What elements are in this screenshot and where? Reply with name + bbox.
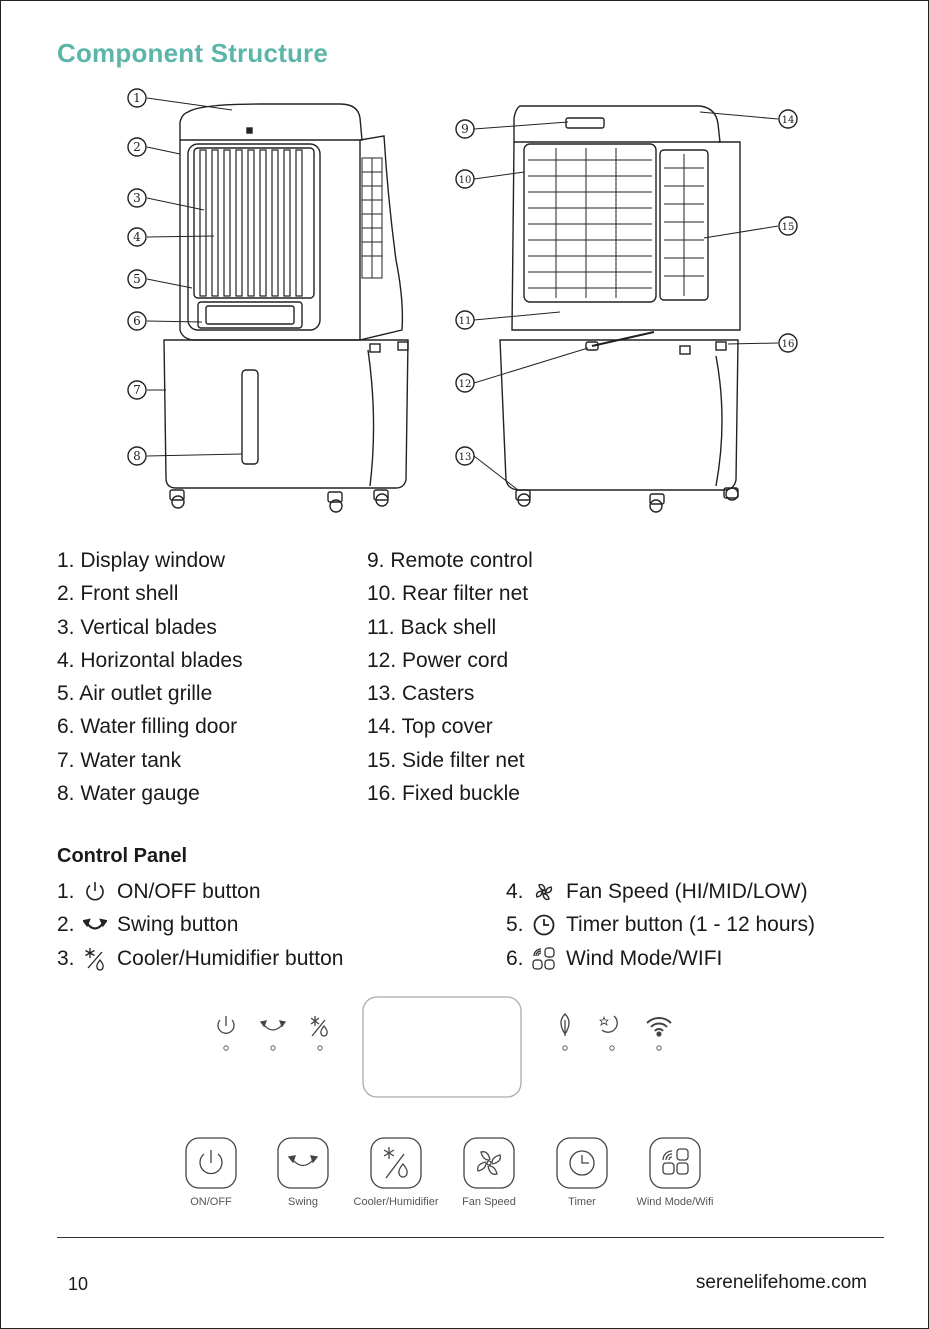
callout-16 <box>779 334 797 352</box>
svg-text:3: 3 <box>133 191 141 205</box>
panel-label-swing: Swing <box>288 1196 318 1208</box>
indicator-cooler-icon <box>311 1016 327 1050</box>
power-icon <box>83 880 107 904</box>
indicator-wifi-icon <box>647 1018 671 1050</box>
panel-label-fan-speed: Fan Speed <box>462 1196 516 1208</box>
callout-4 <box>128 228 146 246</box>
callout-14 <box>779 110 797 128</box>
indicator-sleep-icon <box>600 1016 617 1050</box>
control-item-timer: 5. Timer button (1 - 12 hours) <box>506 913 815 937</box>
svg-text:7: 7 <box>133 383 141 397</box>
callout-13 <box>456 447 474 465</box>
callout-12 <box>456 374 474 392</box>
svg-text:11: 11 <box>458 316 472 327</box>
parts-list-left <box>57 544 243 810</box>
part-item: 4. Horizontal blades <box>57 648 243 672</box>
svg-text:6: 6 <box>133 314 141 328</box>
fan-icon <box>532 880 556 904</box>
svg-text:13: 13 <box>458 452 472 463</box>
control-item-onoff: 1. ON/OFF button <box>57 879 261 903</box>
website-url: serenelifehome.com <box>695 1272 867 1293</box>
panel-label-timer: Timer <box>568 1196 596 1208</box>
svg-text:8: 8 <box>133 449 141 463</box>
display-window <box>363 997 521 1097</box>
clock-icon <box>532 913 556 937</box>
panel-btn-onoff[interactable] <box>186 1138 236 1188</box>
control-item-wind-mode: 6. Wind Mode/WIFI <box>506 946 723 970</box>
part-item: 16. Fixed buckle <box>367 782 520 806</box>
rear-view-drawing <box>500 106 740 512</box>
svg-text:5: 5 <box>133 272 141 286</box>
part-item: 7. Water tank <box>57 748 182 772</box>
part-item: 11. Back shell <box>367 615 497 639</box>
callout-3 <box>128 189 146 207</box>
panel-btn-timer[interactable] <box>557 1138 607 1188</box>
panel-label-cooler: Cooler/Humidifier <box>353 1196 439 1208</box>
page-title: Component Structure <box>57 38 329 68</box>
callout-15 <box>779 217 797 235</box>
part-item: 14. Top cover <box>367 715 493 739</box>
callout-7 <box>128 381 146 399</box>
part-item: 10. Rear filter net <box>367 582 529 606</box>
svg-text:9: 9 <box>461 122 469 136</box>
control-panel-list-left <box>57 875 343 976</box>
control-item-fan-speed: 4. Fan Speed (HI/MID/LOW) <box>506 879 808 903</box>
svg-text:4: 4 <box>133 230 141 244</box>
part-item: 3. Vertical blades <box>57 615 217 639</box>
part-item: 5. Air outlet grille <box>57 682 213 706</box>
swing-icon <box>83 913 107 937</box>
callout-1 <box>128 89 146 107</box>
control-item-cooler: 3. Cooler/Humidifier button <box>57 946 344 970</box>
part-item: 13. Casters <box>367 682 475 706</box>
callout-10 <box>456 170 474 188</box>
svg-text:12: 12 <box>458 379 472 390</box>
footer-divider <box>57 1237 884 1238</box>
page-number: 10 <box>68 1274 89 1294</box>
callout-8 <box>128 447 146 465</box>
product-diagram <box>120 84 820 524</box>
svg-text:10: 10 <box>458 175 472 186</box>
part-item: 2. Front shell <box>57 582 179 606</box>
svg-text:15: 15 <box>781 222 795 233</box>
panel-btn-wind-mode[interactable] <box>650 1138 700 1188</box>
wind-mode-wifi-icon <box>532 947 556 971</box>
parts-list-right <box>367 544 533 810</box>
control-item-swing: 2. Swing button <box>57 913 239 937</box>
svg-text:1: 1 <box>133 91 141 105</box>
control-panel-illustration <box>180 995 740 1195</box>
front-view-drawing <box>164 104 408 512</box>
callout-9 <box>456 120 474 138</box>
control-panel-heading: Control Panel <box>57 845 188 867</box>
part-item: 6. Water filling door <box>57 715 238 739</box>
part-item: 15. Side filter net <box>367 748 525 772</box>
callout-5 <box>128 270 146 288</box>
control-panel-list-right <box>506 875 815 976</box>
part-item: 9. Remote control <box>367 549 533 572</box>
callout-2 <box>128 138 146 156</box>
part-item: 1. Display window <box>57 549 226 572</box>
svg-text:2: 2 <box>133 140 141 154</box>
indicator-power-icon <box>218 1016 234 1050</box>
cooler-humidifier-icon <box>83 947 107 971</box>
part-item: 8. Water gauge <box>57 782 200 806</box>
svg-text:16: 16 <box>781 339 795 350</box>
part-item: 12. Power cord <box>367 648 509 672</box>
indicator-leaf-icon <box>561 1014 569 1050</box>
svg-text:14: 14 <box>781 115 795 126</box>
callout-6 <box>128 312 146 330</box>
callout-markers <box>128 89 797 465</box>
indicator-swing-icon <box>261 1021 285 1050</box>
callout-11 <box>456 311 474 329</box>
panel-label-onoff: ON/OFF <box>190 1196 232 1208</box>
panel-btn-swing[interactable] <box>278 1138 328 1188</box>
panel-btn-cooler[interactable] <box>371 1138 421 1188</box>
panel-btn-fan-speed[interactable] <box>464 1138 514 1188</box>
panel-label-wind-mode: Wind Mode/Wifi <box>636 1196 714 1208</box>
